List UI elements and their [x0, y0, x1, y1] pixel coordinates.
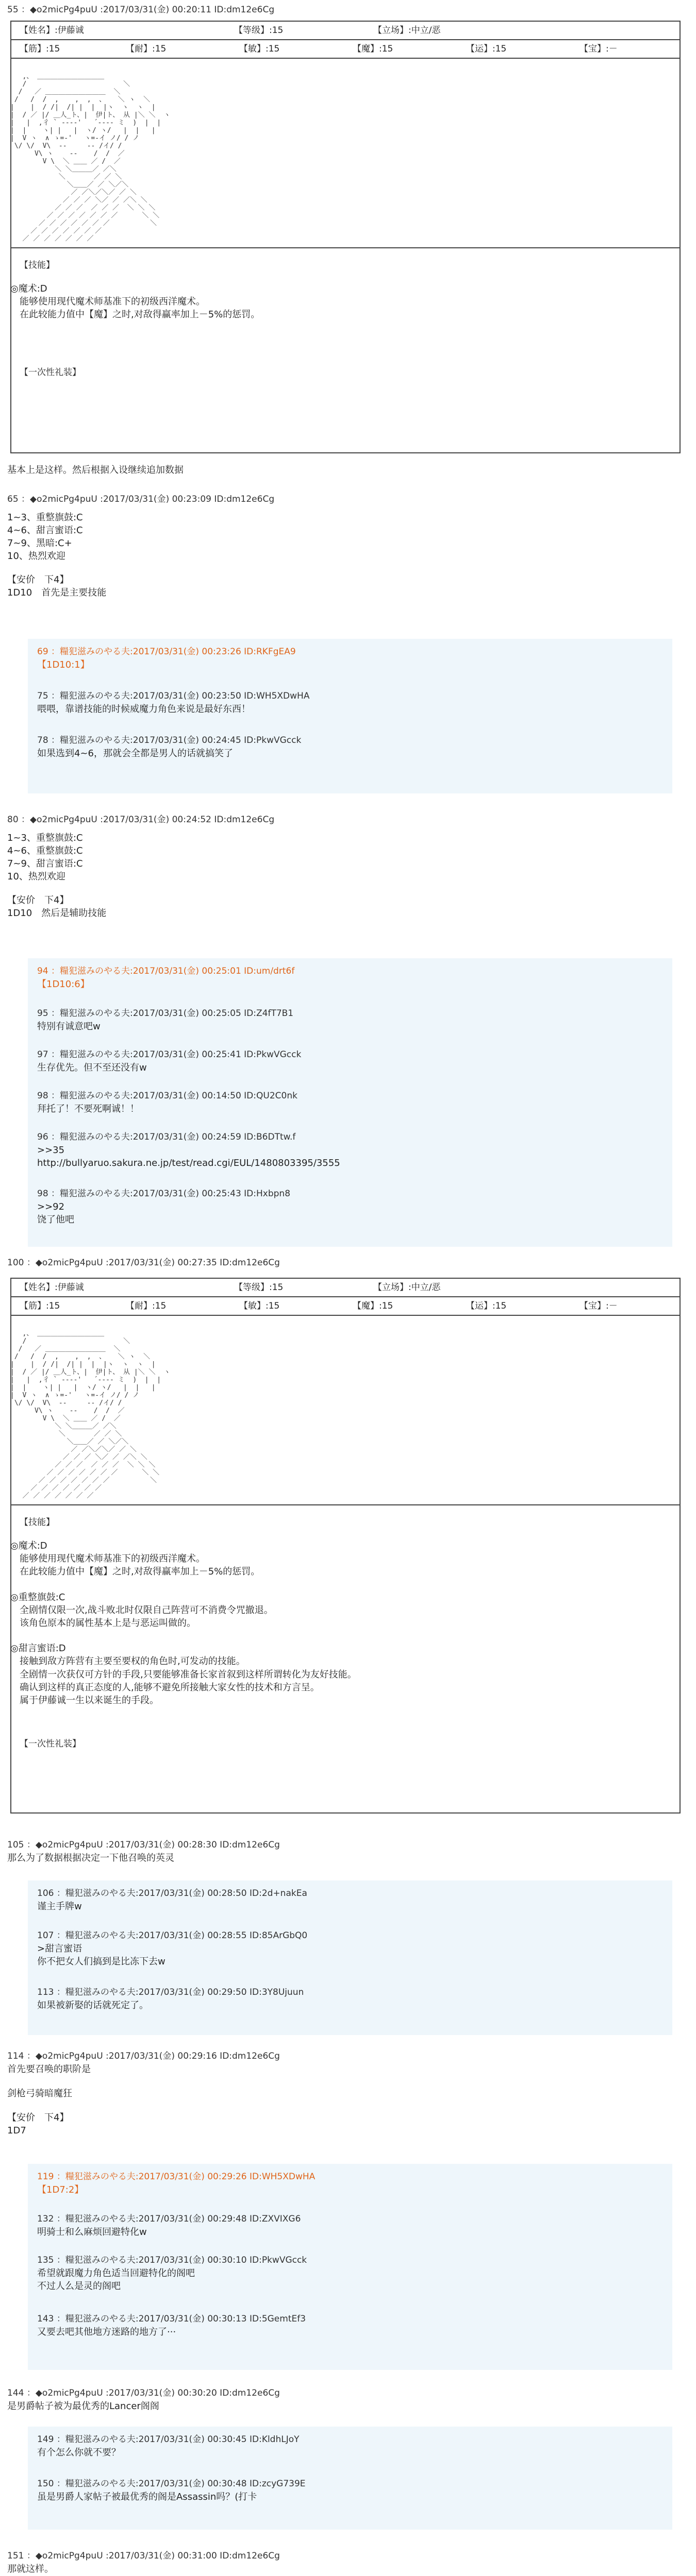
reply-block — [28, 639, 672, 793]
post-line: 4~6、甜言蜜语:C — [7, 524, 83, 536]
reply-post — [37, 1049, 661, 1074]
reply-text: >甜言蜜语 你不把女人们搞到是比冻下去w — [37, 1943, 165, 1967]
reply-text: 明骑士和么麻烦回避特化w — [37, 2226, 147, 2238]
sheet-art-rule — [10, 247, 681, 248]
sheet-name-row — [12, 1280, 677, 1295]
stat-end: 【耐】:15 — [126, 1301, 167, 1311]
stat-np: 【宝】:－ — [579, 44, 618, 54]
skills-header-row — [12, 1515, 677, 1530]
skill-desc: 确认到这样的真正态度的人,能够不避免所接触大家女性的技术和方言呈。 — [20, 1682, 320, 1693]
post-line: 【安价 下4】 — [7, 2112, 69, 2124]
reply-header: 94 ：糧犯滋みのやる夫:2017/03/31(金) 00:25:01 ID:um/drt6f — [37, 966, 295, 976]
reply-text: 【1D10:1】 — [37, 659, 90, 670]
skill-desc: 接触到敌方阵营有主要至要权的角色时,可发动的技能。 — [20, 1656, 245, 1667]
reply-text: 希望就跟魔力角色适当回避特化的阁吧 不过人么是灵的阁吧 — [37, 2267, 195, 2292]
reply-text: 谨主手牌w — [37, 1901, 82, 1912]
reply-header: 132 ：糧犯滋みのやる夫:2017/03/31(金) 00:29:48 ID:ZXVIXG6 — [37, 2214, 301, 2224]
magic-block — [10, 282, 691, 321]
sheet-name-row — [12, 23, 677, 38]
sheet-art-rule — [10, 1504, 681, 1505]
reply-text: 生存优先。但不至还没有w — [37, 1062, 147, 1073]
post-line: 那么为了数据根据决定一下他召唤的英灵 — [7, 1852, 174, 1863]
reply-text: >>92 饶了他吧 — [37, 1201, 74, 1225]
stat-end: 【耐】:15 — [126, 44, 167, 54]
post-header: 105 ：◆o2micPg4puU :2017/03/31(金) 00:28:30 ID:dm12e6Cg — [7, 1840, 280, 1850]
skill-title: ◎重整旗鼓:C — [10, 1591, 65, 1603]
reply-text: 【1D10:6】 — [37, 978, 90, 990]
skill-title: ◎甜言蜜语:D — [10, 1643, 66, 1654]
reply-post — [37, 1090, 661, 1115]
reply-post — [37, 690, 661, 716]
reply-header: 135 ：糧犯滋みのやる夫:2017/03/31(金) 00:30:10 ID:PkwVGcck — [37, 2255, 307, 2265]
reply-post — [37, 1131, 661, 1170]
reply-post — [37, 2255, 661, 2293]
stat-str: 【筋】:15 — [20, 1301, 60, 1311]
post-line: 1D10 然后是辅助技能 — [7, 907, 107, 919]
reply-header: 95 ：糧犯滋みのやる夫:2017/03/31(金) 00:25:05 ID:Z4fT7B1 — [37, 1008, 294, 1019]
post-105 — [7, 1839, 688, 1865]
stat-mag: 【魔】:15 — [353, 44, 393, 54]
magic-title: ◎魔术:D — [10, 1540, 47, 1551]
reply-post — [37, 2171, 661, 2196]
reply-text: 喂喂，靠谱技能的时候威魔力角色来说是最好东西！ — [37, 703, 251, 715]
reply-header: 143 ：糧犯滋みのやる夫:2017/03/31(金) 00:30:13 ID:5GemtEf3 — [37, 2314, 306, 2324]
reply-block — [28, 1880, 672, 2035]
reply-text[interactable]: >>35 http://bullyaruo.sakura.ne.jp/test/read.cgi/EUL/1480803395/3555 — [37, 1144, 340, 1168]
reply-post — [37, 646, 661, 671]
reply-header: 150 ：糧犯滋みのやる夫:2017/03/31(金) 00:30:48 ID:zcyG739E — [37, 2479, 306, 2489]
skills-header-row — [12, 258, 677, 273]
skills-block — [10, 1539, 691, 1707]
post-line: 1D7 — [7, 2125, 26, 2137]
reply-post — [37, 2478, 661, 2503]
reply-header: 98 ：糧犯滋みのやる夫:2017/03/31(金) 00:14:50 ID:QU2C0nk — [37, 1091, 297, 1101]
reply-text: 如果选到4~6，那就会全都是男人的话就搞笑了 — [37, 748, 233, 759]
sheet-stat-row — [12, 41, 677, 57]
reply-text: 拜托了！不要死啊诚！！ — [37, 1103, 139, 1114]
sheet-top-rule — [10, 21, 681, 22]
sheet-bottom-rule — [10, 1812, 681, 1814]
stat-agi: 【敏】:15 — [239, 44, 280, 54]
reply-post — [37, 1888, 661, 1913]
reply-text: 如果被新娶的话就死定了。 — [37, 1999, 148, 2011]
post-80 — [7, 814, 688, 920]
post-line: 10、热烈欢迎 — [7, 551, 65, 562]
reply-block — [28, 2427, 672, 2530]
reply-header: 69 ：糧犯滋みのやる夫:2017/03/31(金) 00:23:26 ID:RKFgEA9 — [37, 647, 296, 657]
post-line: 1~3、重整旗鼓:C — [7, 512, 83, 523]
stat-str: 【筋】:15 — [20, 44, 60, 54]
post-header: 151 ：◆o2micPg4puU :2017/03/31(金) 00:31:00 ID:dm12e6Cg — [7, 2551, 280, 2561]
ascii-art-portrait: ,、 ＿＿＿＿＿＿＿＿＿＿ / ＼ / ／ ＿＿＿＿＿＿＿＿＿ ＼ / / / , , , 、 ＼ ヽ ＼ | | / /| /| | | |ヽ ヽ ヽ | | / ／ |/ ＿人_ト、| 伊|ト、 从 |＼ ＼ ヽ | | ,彳 ` ‐‐‐‐' ´‐‐‐‐ ミ ) | | | | ヽ| | | ヽ/ ヽ/ | | | | V ヽ ∧ ゝ=‐' ヽ=‐イ ノ/ / ノ \/ \/ V\ ‐‐ ‐‐ /イ/ / V\ ヽ ‐‐ / / ／ V \ ＼ ＿＿ ／ / ／ ＼ ＼＿＿＿／ ／＼ ＼ ／ ／ ＼ ＼＿＿／ ／ ＼／＼ ／ ／＼／＼／ ／ ＼ ／ ／ ／ ＼／ ／ ／＼ ＼ ／ ／ ／ ／ ／ ／ ＼ ＼ ＼ ／ ／ ／ ／ ／ ／ ／ ＼ ＼ ／ ／ ／ ／ ／ ／ ／ ＼ ／ ／ ／ ／ ／ ／ ／ ／ ／ ／ ／ ／ ／ ／ — [10, 1330, 171, 1500]
once-header-row — [12, 1736, 677, 1752]
skill-desc: 全剧情仅限一次,战斗败北时仅限自己阵营可不消费令咒撤退。 — [20, 1604, 273, 1616]
reply-header: 96 ：糧犯滋みのやる夫:2017/03/31(金) 00:24:59 ID:B6DTtw.f — [37, 1132, 296, 1142]
post-line: 剑枪弓骑暗魔狂 — [7, 2088, 72, 2099]
reply-post — [37, 1930, 661, 1968]
sheet-stat-row — [12, 1298, 677, 1314]
post-151 — [7, 2550, 688, 2576]
sheet-right-border — [680, 21, 681, 453]
sheet-name: 【姓名】:伊藤诚 — [20, 25, 84, 36]
sheet-level: 【等级】:15 — [234, 25, 284, 36]
reply-header: 106 ：糧犯滋みのやる夫:2017/03/31(金) 00:28:50 ID:2d+nakEa — [37, 1888, 307, 1899]
reply-post — [37, 2213, 661, 2239]
once-header: 【一次性礼装】 — [20, 367, 81, 378]
reply-post — [37, 1008, 661, 1033]
post-header: 144 ：◆o2micPg4puU :2017/03/31(金) 00:30:20 ID:dm12e6Cg — [7, 2388, 280, 2398]
skill-desc: 全剧情一次获仅可方针的手段,只要能够准备长家首叙到这样所谓转化为友好技能。 — [20, 1669, 357, 1680]
reply-header: 78 ：糧犯滋みのやる夫:2017/03/31(金) 00:24:45 ID:PkwVGcck — [37, 735, 302, 745]
reply-text: 特别有诚意吧w — [37, 1021, 101, 1032]
post-114 — [7, 2050, 688, 2138]
sheet-level: 【等级】:15 — [234, 1282, 284, 1293]
post-header: 65 ：◆o2micPg4puU :2017/03/31(金) 00:23:09 ID:dm12e6Cg — [7, 494, 275, 504]
post-header: 55 ：◆o2micPg4puU :2017/03/31(金) 00:20:11 ID:dm12e6Cg — [7, 5, 275, 15]
skill-desc: 该角色原本的属性基本上是与恶运叫做的。 — [20, 1617, 196, 1629]
magic-desc-1: 能够使用现代魔术师基准下的初级西洋魔术。 — [20, 296, 205, 308]
stat-luck: 【运】:15 — [466, 1301, 507, 1311]
reply-header: 98 ：糧犯滋みのやる夫:2017/03/31(金) 00:25:43 ID:Hxbpn8 — [37, 1189, 291, 1199]
sheet-top-rule — [10, 1278, 681, 1279]
magic-title: ◎魔术:D — [10, 283, 47, 294]
once-header-row — [12, 365, 677, 380]
stat-luck: 【运】:15 — [466, 44, 507, 54]
magic-desc-2: 在此较能力值中【魔】之时,对敌得赢率加上－5%的惩罚。 — [20, 1566, 260, 1578]
post-line: 10、热烈欢迎 — [7, 871, 65, 883]
sheet-stat-rule — [10, 58, 681, 59]
reply-header: 149 ：糧犯滋みのやる夫:2017/03/31(金) 00:30:45 ID:KldhLJoY — [37, 2434, 300, 2445]
post-144 — [7, 2387, 688, 2413]
post-line: 那就这样。 — [7, 2563, 54, 2574]
reply-block — [28, 2164, 672, 2370]
once-header: 【一次性礼装】 — [20, 1739, 81, 1749]
sheet-bottom-rule — [10, 452, 681, 453]
post-line: 首先要召唤的职阶是 — [7, 2063, 91, 2075]
reply-header: 119 ：糧犯滋みのやる夫:2017/03/31(金) 00:29:26 ID:WH5XDwHA — [37, 2172, 316, 2182]
reply-header: 107 ：糧犯滋みのやる夫:2017/03/31(金) 00:28:55 ID:85ArGbQ0 — [37, 1930, 308, 1941]
post-line: 是男爵帖子被为最优秀的Lancer阁阁 — [7, 2400, 159, 2412]
post-body: 基本上是这样。然后根据入设继续追加数据 — [7, 465, 184, 476]
post-header: 100 ：◆o2micPg4puU :2017/03/31(金) 00:27:35 ID:dm12e6Cg — [7, 1258, 280, 1268]
post-line: 1D10 首先是主要技能 — [7, 587, 107, 598]
ascii-art-portrait: ,、 ＿＿＿＿＿＿＿＿＿＿ / ＼ / ／ ＿＿＿＿＿＿＿＿＿ ＼ / / / , , , 、 ＼ ヽ ＼ | | / /| /| | | |ヽ ヽ ヽ | | / ／ |/ ＿人_ト、| 伊|ト、 从 |＼ ＼ ヽ | | ,彳 ` ‐‐‐‐' ´‐‐‐‐ ミ ) | | | | ヽ| | | ヽ/ ヽ/ | | | | V ヽ ∧ ゝ=‐' ヽ=‐イ ノ/ / ノ \/ \/ V\ ‐‐ ‐‐ /イ/ / V\ ヽ ‐‐ / / ／ V \ ＼ ＿＿ ／ / ／ ＼ ＼＿＿＿／ ／＼ ＼ ／ ／ ＼ ＼＿＿／ ／ ＼／＼ ／ ／＼／＼／ ／ ＼ ／ ／ ／ ＼／ ／ ／＼ ＼ ／ ／ ／ ／ ／ ／ ＼ ＼ ＼ ／ ／ ／ ／ ／ ／ ／ ＼ ＼ ／ ／ ／ ／ ／ ／ ／ ＼ ／ ／ ／ ／ ／ ／ ／ ／ ／ ／ ／ ／ ／ ／ — [10, 73, 171, 243]
post-line: 1~3、重整旗鼓:C — [7, 832, 83, 843]
skill-desc: 属于伊藤诚一生以来诞生的手段。 — [20, 1694, 159, 1706]
reply-header: 75 ：糧犯滋みのやる夫:2017/03/31(金) 00:23:50 ID:WH5XDwHA — [37, 691, 310, 701]
post-header: 80 ：◆o2micPg4puU :2017/03/31(金) 00:24:52 ID:dm12e6Cg — [7, 815, 275, 825]
stat-mag: 【魔】:15 — [353, 1301, 393, 1311]
reply-post — [37, 735, 661, 760]
sheet-stance: 【立场】:中立/恶 — [373, 1282, 441, 1293]
reply-block — [28, 958, 672, 1247]
stat-agi: 【敏】:15 — [239, 1301, 280, 1311]
post-line: 7~9、甜言蜜语:C — [7, 858, 83, 870]
reply-text: 有个怎么你就不要？ — [37, 2447, 121, 2458]
post-line: 【安价 下4】 — [7, 574, 69, 585]
post-line: 4~6、重整旗鼓:C — [7, 845, 83, 856]
reply-text: 又要去吧其他地方迷路的地方了··· — [37, 2326, 176, 2337]
reply-post — [37, 1987, 661, 2012]
sheet-mid-rule — [10, 39, 681, 40]
reply-text: 虽是男爵人家帖子被最优秀的阁是Assassin吗？(打卡 — [37, 2491, 257, 2502]
post-line: 7~9、黑暗:C+ — [7, 538, 72, 549]
reply-post — [37, 2434, 661, 2459]
sheet-name: 【姓名】:伊藤诚 — [20, 1282, 84, 1293]
post-65 — [7, 494, 688, 599]
magic-desc-1: 能够使用现代魔术师基准下的初级西洋魔术。 — [20, 1553, 205, 1565]
reply-header: 113 ：糧犯滋みのやる夫:2017/03/31(金) 00:29:50 ID:3Y8Ujuun — [37, 1987, 304, 1997]
sheet-mid-rule — [10, 1296, 681, 1297]
post-line: 【安价 下4】 — [7, 894, 69, 906]
skills-header: 【技能】 — [20, 1517, 55, 1528]
reply-header: 97 ：糧犯滋みのやる夫:2017/03/31(金) 00:25:41 ID:PkwVGcck — [37, 1049, 302, 1060]
reply-post — [37, 1188, 661, 1226]
post-header: 114 ：◆o2micPg4puU :2017/03/31(金) 00:29:16 ID:dm12e6Cg — [7, 2051, 280, 2061]
sheet-stance: 【立场】:中立/恶 — [373, 25, 441, 36]
reply-text: 【1D7:2】 — [37, 2184, 84, 2195]
sheet-stat-rule — [10, 1315, 681, 1316]
reply-post — [37, 965, 661, 991]
skills-header: 【技能】 — [20, 260, 55, 270]
magic-desc-2: 在此较能力值中【魔】之时,对敌得赢率加上－5%的惩罚。 — [20, 309, 260, 320]
reply-post — [37, 2313, 661, 2338]
stat-np: 【宝】:－ — [579, 1301, 618, 1311]
